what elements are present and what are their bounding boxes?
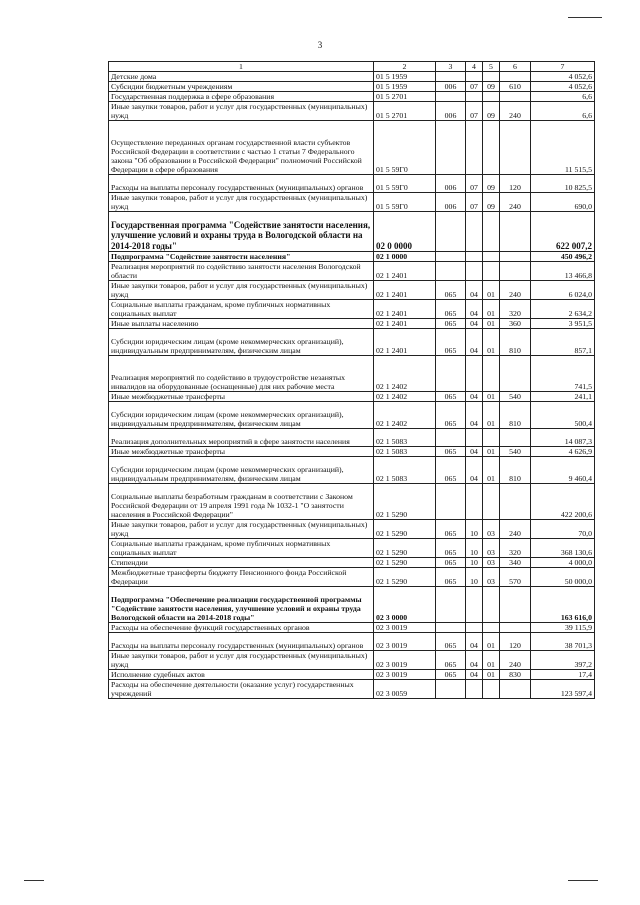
cell-code: 02 3 0059: [374, 680, 436, 699]
cell-c3: [436, 121, 466, 175]
column-header: 7: [531, 62, 595, 72]
table-row: [109, 193, 595, 212]
cell-c3: [436, 623, 466, 633]
cell-c4: 10: [466, 520, 483, 539]
cell-code: 02 1 2401: [374, 319, 436, 329]
cell-c5: 09: [483, 193, 500, 212]
cell-amount: 422 200,6: [531, 484, 595, 520]
cell-c4: 04: [466, 402, 483, 429]
cell-c5: 01: [483, 392, 500, 402]
cell-c6: 240: [500, 102, 531, 121]
cell-name: Межбюджетные трансферты бюджету Пенсионного фонда Российской Федерации: [109, 568, 374, 587]
cell-amount: 4 052,6: [531, 72, 595, 82]
cell-c3: 065: [436, 457, 466, 484]
cell-code: 02 1 5290: [374, 539, 436, 558]
cell-c3: 065: [436, 447, 466, 457]
table-row: [109, 429, 595, 447]
cell-c4: 04: [466, 392, 483, 402]
cell-amount: 450 496,2: [531, 252, 595, 262]
cell-code: 01 5 1959: [374, 72, 436, 82]
cell-c4: [466, 92, 483, 102]
table-row: [109, 633, 595, 651]
cell-amount: 857,1: [531, 329, 595, 356]
cell-c3: 065: [436, 539, 466, 558]
cell-name: Подпрограмма "Обеспечение реализации государственной программы "Содействие занятости населения, улучшение условий и охраны труда Вологодской области на 2014-2018 годы": [109, 587, 374, 623]
cell-c5: 09: [483, 175, 500, 193]
column-header: 5: [483, 62, 500, 72]
cell-code: 02 1 5083: [374, 447, 436, 457]
table-row: [109, 175, 595, 193]
cell-c5: 01: [483, 633, 500, 651]
cell-code: 02 1 0000: [374, 252, 436, 262]
cell-c6: 240: [500, 520, 531, 539]
cell-amount: 13 466,8: [531, 262, 595, 281]
cell-amount: 241,1: [531, 392, 595, 402]
cell-c4: 07: [466, 175, 483, 193]
cell-c5: [483, 262, 500, 281]
cell-name: Субсидии юридическим лицам (кроме некоммерческих организаций), индивидуальным предпринимателям, физическим лицам: [109, 457, 374, 484]
cell-name: Государственная поддержка в сфере образования: [109, 92, 374, 102]
cell-code: 02 1 5290: [374, 558, 436, 568]
cell-c4: 10: [466, 539, 483, 558]
cell-c6: [500, 623, 531, 633]
cell-c6: 240: [500, 651, 531, 670]
table-row: [109, 520, 595, 539]
cell-amount: 2 634,2: [531, 300, 595, 319]
page-number: 3: [317, 40, 323, 50]
cell-c4: [466, 262, 483, 281]
table-row: [109, 447, 595, 457]
cell-c3: [436, 212, 466, 252]
cell-code: 02 1 2401: [374, 281, 436, 300]
cell-c4: [466, 623, 483, 633]
cell-c5: [483, 252, 500, 262]
table-row: [109, 587, 595, 623]
cell-name: Субсидии бюджетным учреждениям: [109, 82, 374, 92]
cell-c4: 04: [466, 319, 483, 329]
cell-code: 02 1 2402: [374, 356, 436, 392]
cell-c5: 01: [483, 457, 500, 484]
cell-c5: [483, 121, 500, 175]
cell-c3: 065: [436, 558, 466, 568]
cell-c4: [466, 212, 483, 252]
cell-name: Реализация дополнительных мероприятий в сфере занятости населения: [109, 429, 374, 447]
cell-c6: 540: [500, 447, 531, 457]
cell-c4: 04: [466, 329, 483, 356]
scan-mark: [24, 880, 44, 881]
table-row: [109, 623, 595, 633]
column-header: 6: [500, 62, 531, 72]
cell-amount: 622 007,2: [531, 212, 595, 252]
cell-c4: [466, 356, 483, 392]
table-row: [109, 72, 595, 82]
cell-c6: 340: [500, 558, 531, 568]
cell-c6: [500, 92, 531, 102]
table-row: [109, 300, 595, 319]
cell-c5: 03: [483, 568, 500, 587]
cell-c3: 065: [436, 568, 466, 587]
cell-code: 01 5 2701: [374, 102, 436, 121]
cell-name: Иные закупки товаров, работ и услуг для государственных (муниципальных) нужд: [109, 520, 374, 539]
cell-c6: 320: [500, 539, 531, 558]
table-row: [109, 670, 595, 680]
cell-name: Иные межбюджетные трансферты: [109, 392, 374, 402]
cell-c4: 04: [466, 651, 483, 670]
cell-code: 02 1 2402: [374, 392, 436, 402]
table-row: [109, 356, 595, 392]
cell-c3: 065: [436, 329, 466, 356]
cell-c3: 006: [436, 102, 466, 121]
cell-c6: 320: [500, 300, 531, 319]
cell-code: 02 1 2401: [374, 329, 436, 356]
cell-code: 02 3 0019: [374, 670, 436, 680]
cell-c5: 01: [483, 651, 500, 670]
cell-amount: 6 024,0: [531, 281, 595, 300]
cell-c4: 04: [466, 447, 483, 457]
cell-c3: [436, 252, 466, 262]
cell-code: 01 5 59Г0: [374, 193, 436, 212]
cell-c6: [500, 680, 531, 699]
cell-name: Социальные выплаты безработным гражданам в соответствии с Законом Российской Федерации от 19 апреля 1991 года № 1032-1 "О занятости населения в Российской Федерации": [109, 484, 374, 520]
table-row: [109, 102, 595, 121]
cell-amount: 9 460,4: [531, 457, 595, 484]
cell-c3: 065: [436, 300, 466, 319]
cell-c4: [466, 587, 483, 623]
cell-c5: 01: [483, 281, 500, 300]
column-header: 2: [374, 62, 436, 72]
cell-c5: [483, 484, 500, 520]
cell-code: 02 3 0000: [374, 587, 436, 623]
cell-amount: 70,0: [531, 520, 595, 539]
cell-name: Исполнение судебных актов: [109, 670, 374, 680]
cell-c6: [500, 252, 531, 262]
cell-c6: 570: [500, 568, 531, 587]
cell-c4: 04: [466, 457, 483, 484]
cell-code: 01 5 59Г0: [374, 175, 436, 193]
cell-c3: [436, 72, 466, 82]
cell-c6: [500, 212, 531, 252]
budget-table: [108, 61, 595, 699]
cell-c5: 03: [483, 520, 500, 539]
table-row: [109, 319, 595, 329]
cell-code: 01 5 1959: [374, 82, 436, 92]
cell-name: Субсидии юридическим лицам (кроме некоммерческих организаций), индивидуальным предпринимателям, физическим лицам: [109, 329, 374, 356]
cell-c6: 810: [500, 402, 531, 429]
cell-c3: [436, 356, 466, 392]
cell-c3: 006: [436, 193, 466, 212]
cell-name: Социальные выплаты гражданам, кроме публичных нормативных социальных выплат: [109, 539, 374, 558]
cell-name: Социальные выплаты гражданам, кроме публичных нормативных социальных выплат: [109, 300, 374, 319]
cell-name: Реализация мероприятий по содействию в трудоустройстве незанятых инвалидов на оборудованные (оснащенные) для них рабочие места: [109, 356, 374, 392]
scan-mark: [568, 17, 602, 18]
cell-c4: [466, 680, 483, 699]
cell-c5: [483, 429, 500, 447]
table-row: [109, 402, 595, 429]
cell-amount: 741,5: [531, 356, 595, 392]
cell-c5: [483, 680, 500, 699]
table-row: [109, 329, 595, 356]
cell-amount: 163 616,0: [531, 587, 595, 623]
cell-c6: 610: [500, 82, 531, 92]
cell-c6: 830: [500, 670, 531, 680]
cell-c3: 065: [436, 319, 466, 329]
cell-c3: 065: [436, 651, 466, 670]
cell-c5: 01: [483, 329, 500, 356]
cell-name: Государственная программа "Содействие занятости населения, улучшение условий и охраны труда в Вологодской области на 2014-2018 годы": [109, 212, 374, 252]
cell-name: Расходы на обеспечение функций государственных органов: [109, 623, 374, 633]
cell-c4: [466, 121, 483, 175]
cell-c6: 810: [500, 329, 531, 356]
cell-amount: 4 052,6: [531, 82, 595, 92]
cell-code: 02 1 5290: [374, 484, 436, 520]
cell-c4: 07: [466, 193, 483, 212]
cell-c6: 540: [500, 392, 531, 402]
cell-name: Иные закупки товаров, работ и услуг для государственных (муниципальных) нужд: [109, 651, 374, 670]
cell-c6: [500, 72, 531, 82]
column-header: 4: [466, 62, 483, 72]
column-header: 3: [436, 62, 466, 72]
table-header-row: [109, 62, 595, 72]
table-row: [109, 568, 595, 587]
cell-c5: [483, 623, 500, 633]
table-row: [109, 82, 595, 92]
cell-code: 02 1 2402: [374, 402, 436, 429]
scan-mark: [568, 880, 598, 881]
cell-amount: 500,4: [531, 402, 595, 429]
cell-c6: 240: [500, 193, 531, 212]
cell-c4: 04: [466, 281, 483, 300]
cell-c3: 065: [436, 281, 466, 300]
cell-name: Расходы на обеспечение деятельности (оказание услуг) государственных учреждений: [109, 680, 374, 699]
cell-amount: 50 000,0: [531, 568, 595, 587]
cell-code: 02 3 0019: [374, 651, 436, 670]
cell-c4: [466, 429, 483, 447]
cell-code: 01 5 59Г0: [374, 121, 436, 175]
cell-c4: 07: [466, 82, 483, 92]
table-row: [109, 252, 595, 262]
cell-name: Иные выплаты населению: [109, 319, 374, 329]
cell-code: 02 1 5290: [374, 568, 436, 587]
cell-amount: 39 115,9: [531, 623, 595, 633]
cell-amount: 17,4: [531, 670, 595, 680]
cell-name: Иные закупки товаров, работ и услуг для государственных (муниципальных) нужд: [109, 281, 374, 300]
cell-amount: 10 825,5: [531, 175, 595, 193]
cell-c5: 09: [483, 82, 500, 92]
cell-amount: 368 130,6: [531, 539, 595, 558]
cell-amount: 14 087,3: [531, 429, 595, 447]
cell-c5: 01: [483, 670, 500, 680]
cell-name: Стипендии: [109, 558, 374, 568]
cell-amount: 11 515,5: [531, 121, 595, 175]
cell-code: 02 3 0019: [374, 633, 436, 651]
cell-c5: [483, 212, 500, 252]
cell-c4: 10: [466, 568, 483, 587]
table-row: [109, 484, 595, 520]
cell-c4: 07: [466, 102, 483, 121]
cell-name: Иные закупки товаров, работ и услуг для государственных (муниципальных) нужд: [109, 193, 374, 212]
cell-code: 02 1 5083: [374, 429, 436, 447]
table-row: [109, 680, 595, 699]
cell-c3: [436, 92, 466, 102]
cell-c3: 065: [436, 392, 466, 402]
cell-amount: 4 626,9: [531, 447, 595, 457]
cell-c6: 120: [500, 175, 531, 193]
cell-c3: 006: [436, 175, 466, 193]
table-row: [109, 651, 595, 670]
table-row: [109, 92, 595, 102]
cell-code: 02 1 5290: [374, 520, 436, 539]
cell-c6: [500, 262, 531, 281]
cell-amount: 3 951,5: [531, 319, 595, 329]
cell-name: Расходы на выплаты персоналу государственных (муниципальных) органов: [109, 175, 374, 193]
table-row: [109, 558, 595, 568]
cell-name: Реализация мероприятий по содействию занятости населения Вологодской области: [109, 262, 374, 281]
cell-c6: [500, 429, 531, 447]
cell-code: 02 0 0000: [374, 212, 436, 252]
cell-amount: 123 597,4: [531, 680, 595, 699]
table-row: [109, 281, 595, 300]
cell-c5: [483, 92, 500, 102]
cell-name: Иные закупки товаров, работ и услуг для государственных (муниципальных) нужд: [109, 102, 374, 121]
cell-amount: 38 701,3: [531, 633, 595, 651]
cell-c6: [500, 121, 531, 175]
cell-c5: 03: [483, 558, 500, 568]
cell-c5: 01: [483, 447, 500, 457]
cell-name: Расходы на выплаты персоналу государственных (муниципальных) органов: [109, 633, 374, 651]
cell-c4: 04: [466, 633, 483, 651]
cell-name: Осуществление переданных органам государственной власти субъектов Российской Федерации в соответствии с частью 1 статьи 7 Федерального закона "Об образовании в Российской Федерации" полномочий Российской Федерации в сфере образования: [109, 121, 374, 175]
cell-c3: [436, 587, 466, 623]
cell-c6: 240: [500, 281, 531, 300]
cell-c5: 09: [483, 102, 500, 121]
cell-name: Иные межбюджетные трансферты: [109, 447, 374, 457]
cell-c3: 065: [436, 520, 466, 539]
cell-c4: [466, 484, 483, 520]
cell-amount: 4 000,0: [531, 558, 595, 568]
cell-code: 02 1 5083: [374, 457, 436, 484]
table-row: [109, 212, 595, 252]
cell-amount: 6,6: [531, 102, 595, 121]
cell-c4: 04: [466, 670, 483, 680]
table-row: [109, 262, 595, 281]
cell-c6: 810: [500, 457, 531, 484]
cell-c3: 065: [436, 402, 466, 429]
cell-c5: [483, 72, 500, 82]
cell-c3: 065: [436, 633, 466, 651]
cell-amount: 690,0: [531, 193, 595, 212]
cell-c3: [436, 429, 466, 447]
cell-c4: 04: [466, 300, 483, 319]
cell-amount: 6,6: [531, 92, 595, 102]
cell-c5: 01: [483, 402, 500, 429]
cell-c3: [436, 262, 466, 281]
cell-name: Детские дома: [109, 72, 374, 82]
cell-c6: [500, 587, 531, 623]
cell-c4: 10: [466, 558, 483, 568]
cell-c6: [500, 356, 531, 392]
table-row: [109, 121, 595, 175]
cell-amount: 397,2: [531, 651, 595, 670]
cell-c4: [466, 252, 483, 262]
cell-c5: [483, 587, 500, 623]
cell-c3: [436, 484, 466, 520]
cell-c3: 065: [436, 670, 466, 680]
cell-name: Подпрограмма "Содействие занятости населения": [109, 252, 374, 262]
table-row: [109, 392, 595, 402]
cell-c6: 120: [500, 633, 531, 651]
cell-c5: [483, 356, 500, 392]
table-row: [109, 539, 595, 558]
table-row: [109, 457, 595, 484]
cell-code: 01 5 2701: [374, 92, 436, 102]
column-header: 1: [109, 62, 374, 72]
cell-c3: 006: [436, 82, 466, 92]
cell-c5: 01: [483, 319, 500, 329]
cell-c3: [436, 680, 466, 699]
cell-c4: [466, 72, 483, 82]
cell-code: 02 1 2401: [374, 300, 436, 319]
cell-c6: [500, 484, 531, 520]
cell-c5: 01: [483, 300, 500, 319]
cell-code: 02 1 2401: [374, 262, 436, 281]
cell-name: Субсидии юридическим лицам (кроме некоммерческих организаций), индивидуальным предпринимателям, физическим лицам: [109, 402, 374, 429]
cell-c5: 03: [483, 539, 500, 558]
cell-c6: 360: [500, 319, 531, 329]
cell-code: 02 3 0019: [374, 623, 436, 633]
